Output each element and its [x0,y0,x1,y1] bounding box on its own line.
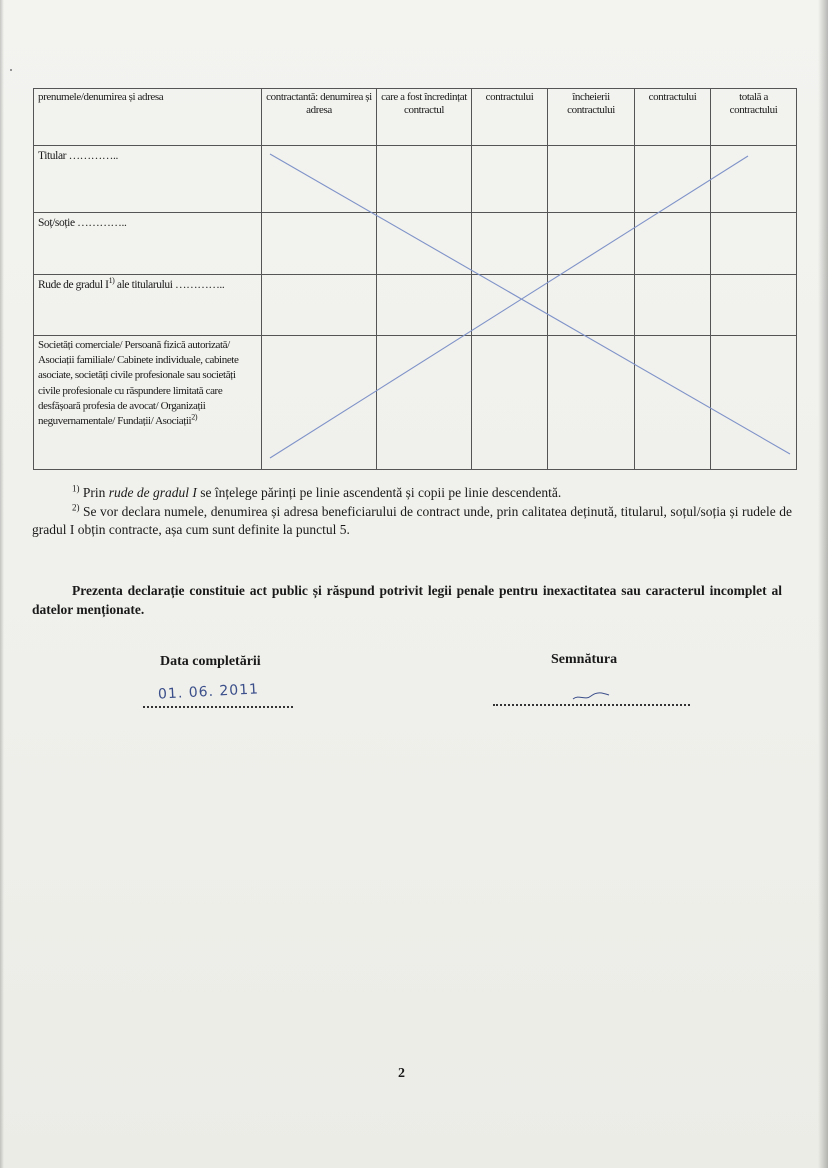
signature-scribble [571,690,611,702]
table-cell [377,146,472,213]
page-edge-shadow-right [818,0,828,1168]
table-cell [262,146,377,213]
table-cell [711,275,797,336]
table-cell [377,213,472,275]
table-header-row [34,89,797,146]
table-cell [262,213,377,275]
table-row [34,146,797,213]
header-cell-beneficiary: prenumele/denumirea și adresa [34,89,262,146]
header-cell-contracting-institution: contractantă: denumirea și adresa [262,89,377,146]
table-cell [548,336,635,470]
table-cell [711,336,797,470]
completion-date-field [143,681,293,708]
table-cell [711,213,797,275]
table-cell [548,213,635,275]
table-cell [548,146,635,213]
header-cell-conclusion-date: încheierii contractului [548,89,635,146]
date-label: Data completării [160,654,261,669]
table-cell [472,275,548,336]
table-cell [377,336,472,470]
table-cell [472,146,548,213]
row-label-companies: Societăți comerciale/ Persoană fizică autorizată/ Asociații familiale/ Cabinete individuale, cabinete asociate, societăți civile profesionale sau societăți civile profesionale cu răspundere limitată care desfășoară profesia de avocat/ Organizații neguvernamentale/ Fundații/ Asociații$^{2)}$ [34,336,262,470]
table-cell [635,275,711,336]
table-cell [262,275,377,336]
table-row [34,336,797,470]
header-cell-contract-type: contractului [472,89,548,146]
table-cell [472,336,548,470]
table-cell [262,336,377,470]
table-row [34,275,797,336]
table-cell [635,336,711,470]
signature-label: Semnătura [551,652,618,667]
row-label-spouse: Soț/soție ………….. [34,213,262,275]
header-cell-procedure: care a fost încredințat contractul [377,89,472,146]
row-label-relatives: Rude de gradul $I^{1)}$ ale titularului ………….. [34,275,262,336]
header-cell-total-value: totală a contractului [711,89,797,146]
page-edge-shadow-left [0,0,4,1168]
table-cell [472,213,548,275]
footnote-1: $^{1)}$ Prin rude de gradul I se înțelege părinți pe linie ascendentă și copii pe linie descendentă. [72,483,562,500]
table-row [34,213,797,275]
scan-speck [10,69,12,71]
table-cell [711,146,797,213]
header-cell-duration: contractului [635,89,711,146]
table-cell [635,146,711,213]
table-cell [377,275,472,336]
table-cell [548,275,635,336]
contracts-table [33,88,797,470]
page-number: 2 [398,1066,405,1081]
signature-field [493,690,690,706]
public-act-declaration: Prezenta declarație constituie act public și răspund potrivit legii penale pentru inexactitatea sau caracterul incomplet al datelor menționate. [32,583,782,617]
table-cell [635,213,711,275]
row-label-titular: Titular ………….. [34,146,262,213]
footnote-2: $^{2)}$ Se vor declara numele, denumirea și adresa beneficiarului de contract unde, prin calitatea deținută, titularul, soțul/soția și rudele de gradul I obțin contracte, așa cum sunt definite la punctul 5. [32,502,792,537]
handwritten-date: 01. 06. 2011 [157,681,260,703]
